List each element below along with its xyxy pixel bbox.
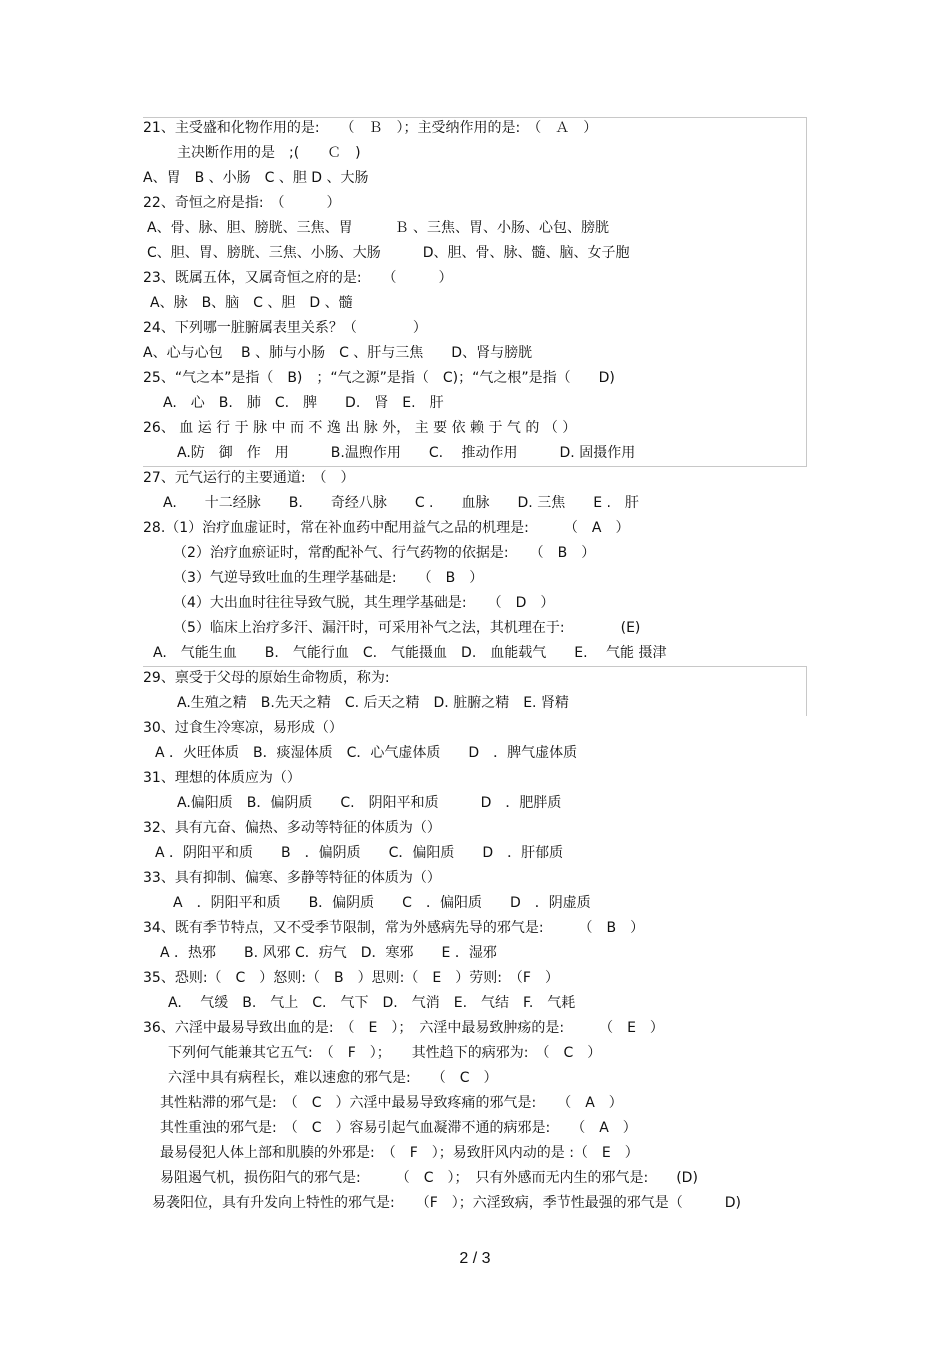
- text-line: 最易侵犯人体上部和肌腠的外邪是: （ F ）；易致肝风内动的是 :（ E ）: [160, 1145, 639, 1161]
- text-line: A.偏阳质 B．偏阴质 C. 阴阳平和质 D ．肥胖质: [177, 795, 562, 811]
- text-line: A、骨、脉、胆、膀胱、三焦、胃 Ｂ 、三焦、胃、小肠、心包、膀胱: [147, 220, 610, 236]
- text-line: 26、 血 运 行 于 脉 中 而 不 逸 出 脉 外， 主 要 依 赖 于 气 的 （ ）: [143, 420, 577, 436]
- text-line: 六淫中具有病程长，难以速愈的邪气是: （ C ）: [168, 1070, 498, 1086]
- text-line: A、脉 B、脑 C 、胆 D 、髓: [150, 295, 353, 311]
- text-line: C、胆、胃、膀胱、三焦、小肠、大肠 D、胆、骨、脉、髓、脑、女子胞: [147, 245, 630, 261]
- text-line: A. 气能生血 B. 气能行血 C. 气能摄血 D. 血能载气 E. 气能 摄津: [153, 645, 667, 661]
- text-line: A. 气缓 B. 气上 C. 气下 D. 气消 E. 气结 F. 气耗: [168, 995, 576, 1011]
- text-line: （5）临床上治疗多汗、漏汗时，可采用补气之法，其机理在于: (E): [173, 620, 641, 636]
- text-line: A.生殖之精 B.先天之精 C. 后天之精 D. 脏腑之精 E. 肾精: [177, 695, 569, 711]
- text-line: 25、“气之本”是指（ B) ；“气之源”是指（ C)；“气之根”是指（ D): [143, 370, 615, 386]
- top-rule: [143, 117, 807, 118]
- text-line: 其性重浊的邪气是: （ C ）容易引起气血凝滞不通的病邪是: （ A ）: [160, 1120, 637, 1136]
- section-box-top: [143, 666, 807, 667]
- text-line: 34、既有季节特点，又不受季节限制，常为外感病先导的邪气是: （ B ）: [143, 920, 645, 936]
- text-line: 24、下列哪一脏腑属表里关系？（ ）: [143, 320, 427, 336]
- text-line: 33、具有抑制、偏寒、多静等特征的体质为（）: [143, 870, 441, 886]
- text-line: 28.（1）治疗血虚证时，常在补血药中配用益气之品的机理是: （ A ）: [143, 520, 630, 536]
- text-line: A. 心 B. 肺 C. 脾 D. 肾 E. 肝: [163, 395, 444, 411]
- text-line: 其性粘滞的邪气是: （ C ）六淫中最易导致疼痛的邪气是: （ A ）: [160, 1095, 623, 1111]
- text-line: 30、过食生冷寒凉，易形成（）: [143, 720, 343, 736]
- text-line: 27、元气运行的主要通道: （ ）: [143, 470, 355, 486]
- text-line: 易阻遏气机，损伤阳气的邪气是: （ C ）； 只有外感而无内生的邪气是: (D): [160, 1170, 698, 1186]
- text-line: 主决断作用的是 ;( Ｃ ): [177, 145, 361, 161]
- text-line: 35、恐则:（ C ）怒则:（ B ）思则:（ E ）劳则: （F ）: [143, 970, 559, 986]
- section-box-right: [806, 666, 807, 716]
- text-line: 36、六淫中最易导致出血的是: （ E ）； 六淫中最易致肿疡的是: （ E ）: [143, 1020, 664, 1036]
- text-line: A、胃 B 、小肠 C 、胆 D 、大肠: [143, 170, 369, 186]
- text-line: （2）治疗血瘀证时，常酌配补气、行气药物的依据是: （ B ）: [173, 545, 596, 561]
- page-number: 2 / 3: [459, 1250, 491, 1267]
- text-line: 29、禀受于父母的原始生命物质，称为:: [143, 670, 390, 686]
- text-line: 易袭阳位，具有升发向上特性的邪气是: （F ）；六淫致病，季节性最强的邪气是（ D): [152, 1195, 742, 1211]
- text-line: A ．阴阳平和质 B．偏阴质 C ．偏阳质 D ．阴虚质: [173, 895, 591, 911]
- mid-rule: [143, 466, 807, 467]
- text-line: 23、既属五体，又属奇恒之府的是: （ ）: [143, 270, 453, 286]
- right-rule: [806, 117, 807, 466]
- text-line: 32、具有亢奋、偏热、多动等特征的体质为（）: [143, 820, 441, 836]
- text-line: 21、主受盛和化物作用的是: （ Ｂ ）；主受纳作用的是: （ Ａ ）: [143, 120, 598, 136]
- text-line: 22、奇恒之府是指: （ ）: [143, 195, 341, 211]
- text-line: A、心与心包 B 、肺与小肠 C 、肝与三焦 D、肾与膀胱: [143, 345, 533, 361]
- text-line: A.防 御 作 用 B.温煦作用 C. 推动作用 D. 固摄作用: [177, 445, 636, 461]
- text-line: A. 十二经脉 B. 奇经八脉 C . 血脉 D. 三焦 E . 肝: [163, 495, 639, 511]
- text-line: A ．阴阳平和质 B ．偏阴质 C．偏阳质 D ．肝郁质: [155, 845, 564, 861]
- text-line: 下列何气能兼其它五气: （ F ）； 其性趋下的病邪为: （ C ）: [168, 1045, 602, 1061]
- text-line: 31、理想的体质应为（）: [143, 770, 301, 786]
- text-line: A ．热邪 B. 风邪 C．疠气 D．寒邪 E ．湿邪: [160, 945, 497, 961]
- text-line: A ．火旺体质 B．痰湿体质 C．心气虚体质 D ．脾气虚体质: [155, 745, 578, 761]
- text-line: （4）大出血时往往导致气脱，其生理学基础是: （ D ）: [173, 595, 555, 611]
- text-line: （3）气逆导致吐血的生理学基础是: （ B ）: [173, 570, 484, 586]
